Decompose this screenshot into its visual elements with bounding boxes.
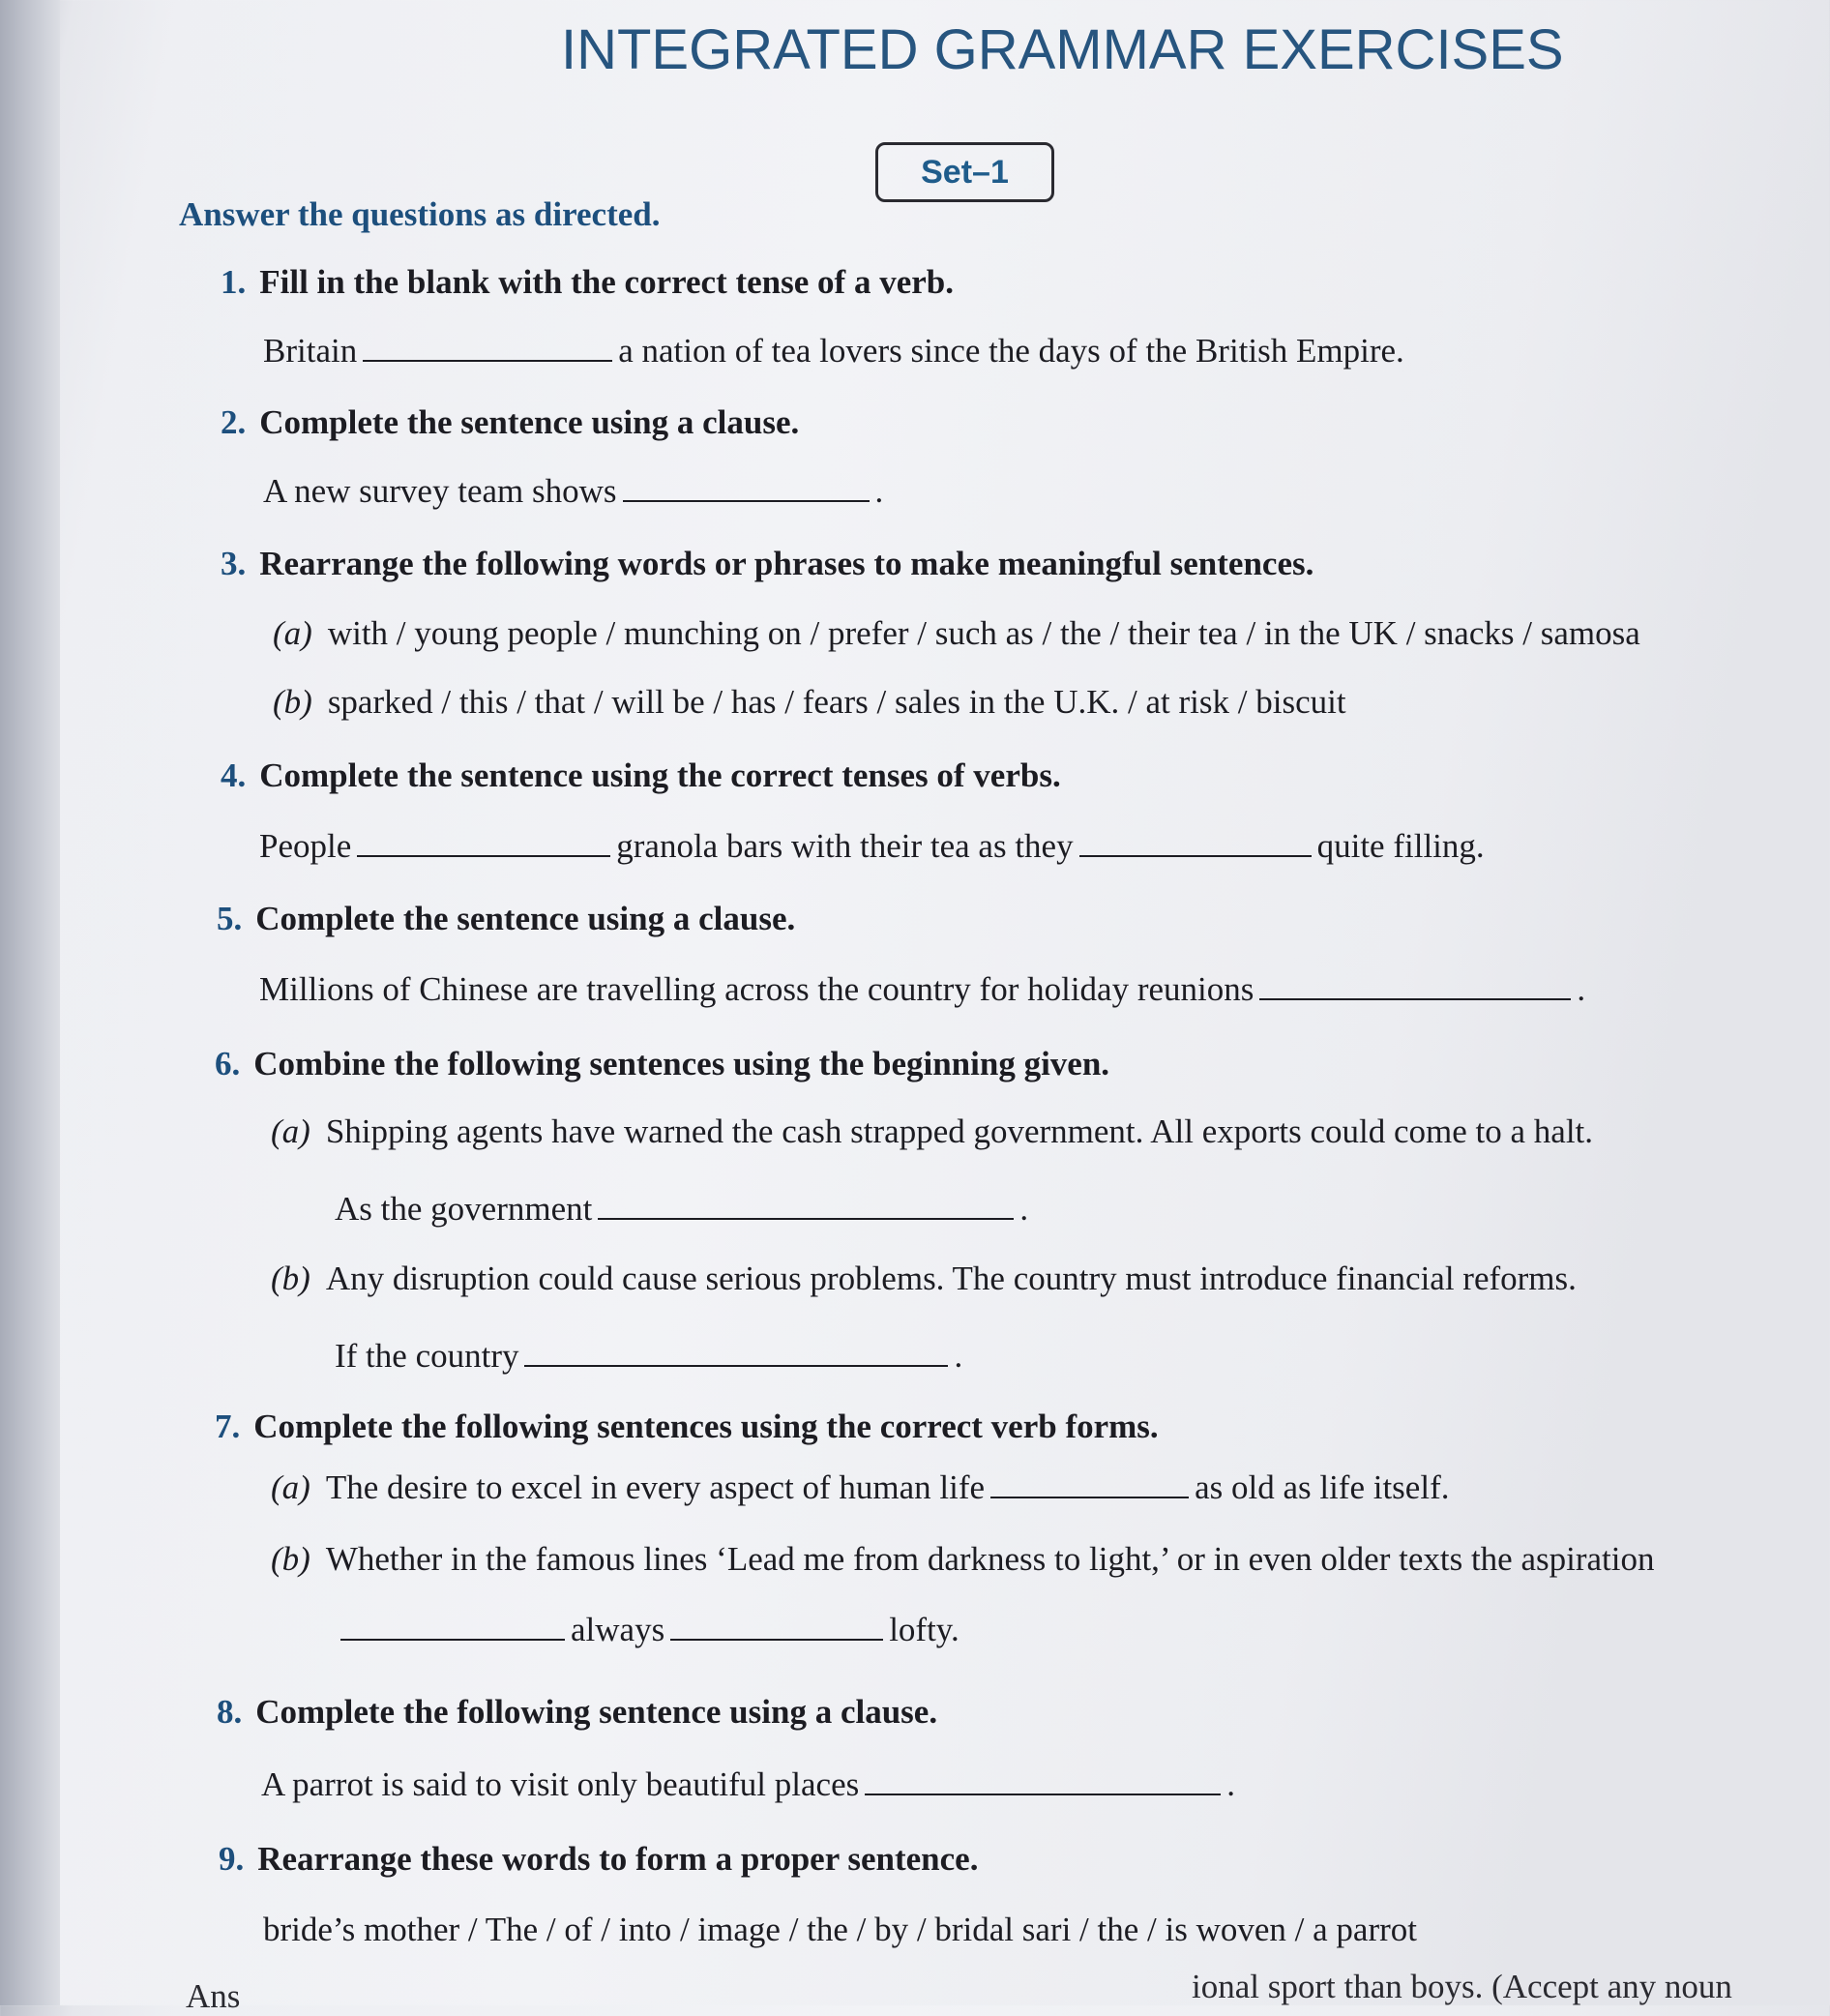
- question-6b: (b) Any disruption could cause serious problems. The country must introduce financial reforms.: [271, 1260, 1577, 1297]
- question-9-heading: 9. Rearrange these words to form a proper sentence.: [219, 1840, 979, 1878]
- answer-blank[interactable]: [990, 1496, 1189, 1498]
- question-3-heading: 3. Rearrange the following words or phrases to make meaningful sentences.: [221, 545, 1314, 582]
- answer-blank[interactable]: [865, 1793, 1221, 1795]
- answer-blank[interactable]: [524, 1364, 948, 1367]
- answer-blank[interactable]: [598, 1217, 1014, 1220]
- question-7b-answer: always lofty.: [335, 1611, 959, 1649]
- answer-blank[interactable]: [340, 1638, 565, 1641]
- question-2-sentence: A new survey team shows .: [263, 472, 884, 510]
- book-spine-shadow: [0, 0, 60, 2005]
- question-3a: (a) with / young people / munching on / prefer / such as / the / their tea / in the UK / snacks / samosa: [273, 614, 1640, 652]
- set-label-box: Set–1: [875, 142, 1054, 202]
- question-7-heading: 7. Complete the following sentences using the correct verb forms.: [215, 1408, 1159, 1445]
- question-6a: (a) Shipping agents have warned the cash strapped government. All exports could come to a halt.: [271, 1112, 1594, 1150]
- question-1-sentence: Britain a nation of tea lovers since the days of the British Empire.: [263, 332, 1404, 370]
- answer-blank[interactable]: [670, 1638, 883, 1641]
- question-1-heading: 1. Fill in the blank with the correct tense of a verb.: [221, 263, 954, 301]
- question-7a: (a) The desire to excel in every aspect of human life as old as life itself.: [271, 1468, 1450, 1506]
- footer-answer-fragment: ional sport than boys. (Accept any noun: [1192, 1968, 1732, 2005]
- question-8-heading: 8. Complete the following sentence using a clause.: [217, 1693, 938, 1731]
- question-6b-answer: If the country .: [335, 1337, 963, 1375]
- question-8-sentence: A parrot is said to visit only beautiful places .: [261, 1765, 1235, 1803]
- question-5-sentence: Millions of Chinese are travelling across the country for holiday reunions .: [259, 970, 1586, 1008]
- answer-blank[interactable]: [1259, 997, 1571, 1000]
- answer-blank[interactable]: [1079, 854, 1312, 857]
- question-4-heading: 4. Complete the sentence using the correct tenses of verbs.: [221, 756, 1061, 794]
- answer-blank[interactable]: [357, 854, 610, 857]
- answer-blank[interactable]: [363, 359, 612, 362]
- question-6a-answer: As the government .: [335, 1190, 1029, 1228]
- question-4-sentence: People granola bars with their tea as they quite filling.: [259, 827, 1485, 865]
- footer-answers-label: Ans: [186, 1977, 241, 2015]
- instruction: Answer the questions as directed.: [179, 195, 661, 233]
- question-9-words: bride’s mother / The / of / into / image / the / by / bridal sari / the / is woven / a parrot: [263, 1911, 1417, 1948]
- question-3b: (b) sparked / this / that / will be / has / fears / sales in the U.K. / at risk / biscuit: [273, 683, 1346, 721]
- question-5-heading: 5. Complete the sentence using a clause.: [217, 900, 796, 937]
- question-7b: (b) Whether in the famous lines ‘Lead me from darkness to light,’ or in even older texts the aspiration: [271, 1540, 1655, 1578]
- question-2-heading: 2. Complete the sentence using a clause.: [221, 403, 800, 441]
- answer-blank[interactable]: [623, 499, 870, 502]
- question-6-heading: 6. Combine the following sentences using the beginning given.: [215, 1045, 1110, 1082]
- page-title: INTEGRATED GRAMMAR EXERCISES: [561, 18, 1564, 81]
